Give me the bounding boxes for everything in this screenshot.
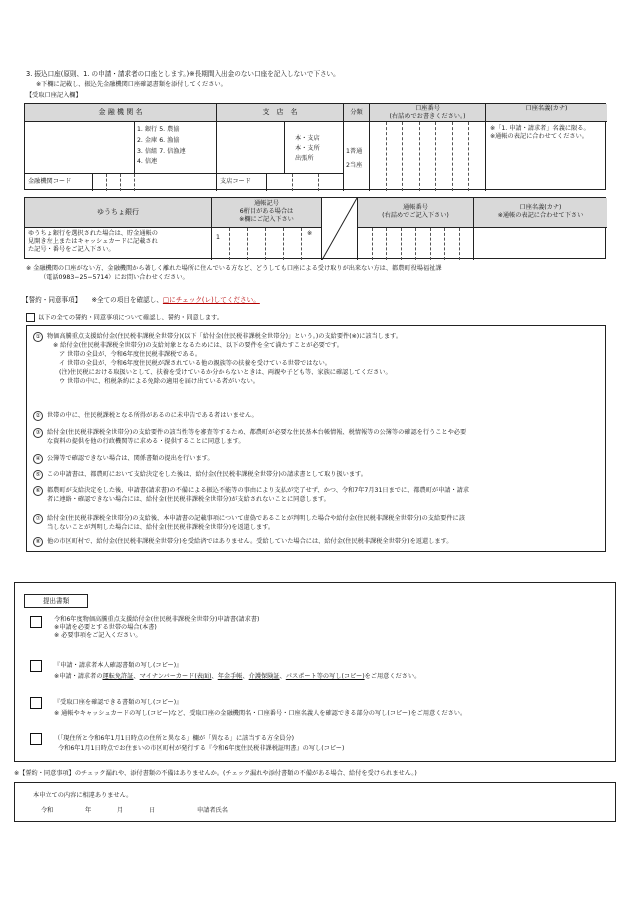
pledge-item-line: 給付金(住民税非課税全世帯分)の支給要件の該当性等を審査等するため、都農町が必要な住民基本台帳情報、税情報等の公簿等の確認を行うことや必要: [47, 429, 467, 436]
id-doc-separator: 、: [211, 672, 218, 680]
document-line: 『申請・請求者本人確認書類の写し(コピー)』: [54, 662, 183, 669]
pledge-header-note-red: □にチェック(レ)してください。: [162, 296, 260, 304]
document-item-bank-account: [54, 699, 466, 718]
id-doc-separator: 、: [279, 672, 286, 680]
pledge-item-number: ④: [33, 454, 43, 464]
document-line: ※ 通帳やキャッシュカードの写し(コピー)など、受取口座の金融機関名・口座番号・口座名義人を確認できる部分の写し(コピー)をご用意ください。: [54, 709, 467, 717]
account-number-digit[interactable]: [469, 122, 486, 191]
document-id-detail: [54, 673, 420, 681]
pledge-header: [22, 296, 260, 304]
yucho-number-header: [358, 198, 474, 228]
category-ordinary: 1普通: [346, 148, 363, 155]
pledge-item-line: ア 世帯の全員が、令和6年度住民税非課税である。: [59, 351, 202, 358]
yucho-number-header-label: 通帳番号: [403, 204, 428, 211]
bank-table: [24, 103, 606, 190]
branch-code-digit[interactable]: [267, 174, 293, 191]
signature-name-input[interactable]: [235, 803, 435, 815]
account-name-note-2: ※通帳の表記に合わせてください。: [490, 132, 588, 140]
bank-type-6: 6. 漁協: [159, 136, 180, 144]
document-line: 『受取口座を確認できる書類の写し(コピー)』: [54, 699, 183, 706]
id-doc-passport: パスポート等の写し(コピー): [285, 672, 365, 680]
bank-code-digit[interactable]: [107, 174, 121, 191]
yucho-symbol-digit[interactable]: [284, 228, 302, 260]
pledge-item-line: この申請書は、都農町において支給決定をした後は、給付金(住民税非課税全世帯分)の請求書として取り扱います。: [47, 471, 367, 478]
account-number-digit[interactable]: [403, 122, 420, 191]
account-number-header-sub: (右詰めでお書きください。): [389, 112, 466, 120]
branch-type-main: 本・支店: [295, 135, 320, 142]
account-name-note-1: ※「1. 申請・請求者」名義に限る。: [490, 125, 590, 132]
branch-type-sub: 本・支所: [295, 144, 320, 152]
bank-type-4: 4. 信連: [137, 158, 158, 166]
yucho-symbol-digit-6[interactable]: [302, 228, 322, 260]
diagonal-line: [322, 198, 358, 260]
yucho-symbol-digit[interactable]: [266, 228, 284, 260]
id-doc-mynumber-card: マイナンバーカード(表面): [139, 672, 212, 680]
bank-type-2: 2. 金庫: [137, 136, 158, 144]
pledge-item-line: 都農町が支給決定をした後、申請書(請求書)の不備による振込不能等の事由により支払が完了せず、かつ、令和7年7月31日までに、都農町が申請・請求: [47, 487, 470, 494]
id-doc-pension-book: 年金手帳: [217, 672, 243, 680]
branch-code-digit[interactable]: [293, 174, 319, 191]
document-item-application: [54, 616, 259, 639]
bank-type-options[interactable]: [135, 122, 217, 174]
yucho-name-header-sub: ※通帳の表記に合わせて下さい: [497, 211, 584, 219]
pledge-agree-row[interactable]: [26, 313, 223, 322]
account-number-digit[interactable]: [453, 122, 470, 191]
bank-type-1: 1. 銀行: [137, 126, 158, 133]
yucho-symbol-digit[interactable]: [212, 228, 230, 260]
account-name-header: 口座名義(カナ): [486, 104, 607, 122]
yucho-symbol-sub-2: ※欄にご記入下さい: [239, 215, 294, 223]
pledge-item-line: (注)住民税における取扱いとして、扶養を受けているか分からないときは、両親や子ども等、家族に確認してください。: [59, 369, 392, 376]
document-id-prefix: ※申請・請求者の: [54, 672, 103, 680]
pledge-item-number: ①: [33, 332, 43, 342]
document-line: ※ 必要事項をご記入ください。: [54, 631, 142, 639]
document-checkbox-id[interactable]: [30, 660, 42, 672]
pledge-item-line: な資料の提供を他の行政機関等に求める・提供することに同意します。: [47, 438, 245, 445]
branch-type-office: 出張所: [295, 154, 314, 162]
pledge-items: [33, 332, 603, 547]
account-number-digit[interactable]: [436, 122, 453, 191]
yucho-symbol-header-label: 通帳記号: [254, 200, 279, 207]
document-item-tax-certificate: [54, 735, 344, 753]
bank-type-5: 5. 農協: [159, 126, 180, 133]
branch-code-label: 支店コード: [217, 174, 267, 191]
pledge-item-line: 物価高騰重点支援給付金(住民税非課税全世帯分)(以下「給付金(住民税非課税全世帯分)」という。)の支給要件(※)に該当します。: [47, 333, 403, 340]
pledge-item-number: ③: [33, 428, 43, 438]
pledge-item-line: 当しないことが判明した場合には、給付金(住民税非課税全世帯分)を返還します。: [47, 524, 275, 531]
id-doc-suffix: をご用意ください。: [364, 672, 421, 680]
pledge-item-line: ウ 世帯の中に、租税条約による免除の適用を届け出ている者がいない。: [59, 378, 259, 385]
branch-code-digit[interactable]: [319, 174, 344, 191]
pledge-item-line: 者に連絡・確認できない場合には、給付金(住民税非課税全世帯分)が支給されないことに同意します。: [47, 496, 330, 503]
yucho-number-digit[interactable]: [460, 228, 475, 260]
document-checkbox-tax-certificate[interactable]: [30, 733, 42, 745]
pledge-item-number: ⑧: [33, 537, 43, 547]
yucho-number-digit[interactable]: [402, 228, 417, 260]
branch-type-options[interactable]: [285, 122, 344, 174]
yucho-symbol-digit[interactable]: [248, 228, 266, 260]
remote-note-line-2: （電話0983−25−5714）にお問い合わせください。: [40, 274, 189, 281]
document-checkbox-bank-account[interactable]: [30, 697, 42, 709]
yucho-number-digit[interactable]: [431, 228, 446, 260]
pledge-item-number: ⑦: [33, 514, 43, 524]
bank-code-digit[interactable]: [93, 174, 107, 191]
document-item-id: [54, 662, 420, 681]
document-line: （「現住所と令和6年1月1日時点の住所と異なる」欄が「異なる」に該当する方全員分): [54, 735, 295, 742]
document-line: 令和6年度物価高騰重点支援給付金(住民税非課税全世帯分)申請書(請求書): [54, 616, 260, 623]
yucho-symbol-sub-1: 6桁目がある場合は: [239, 207, 294, 215]
yucho-star-mark: ※: [307, 230, 313, 237]
yucho-divider: [322, 198, 358, 260]
bank-code-digit[interactable]: [135, 174, 217, 191]
pledge-header-title: 【誓約・同意事項】: [22, 296, 82, 304]
yucho-desc-line: ゆうちょ銀行を選択された場合は、貯金通帳の: [28, 230, 158, 237]
category-options[interactable]: [344, 122, 370, 191]
yucho-number-digit[interactable]: [358, 228, 373, 260]
yucho-name-header: [474, 198, 607, 228]
bank-type-7: 7. 信漁連: [159, 147, 186, 155]
final-check-note: ※【誓約・同意事項】のチェック漏れや、添付書類の不備はありませんか。(チェック漏れや添付書類の不備がある場合、給付を受けられません。): [14, 770, 417, 777]
yucho-number-digit[interactable]: [373, 228, 388, 260]
pledge-agree-label: 以下の全ての誓約・同意事項について確認し、誓約・同意します。: [38, 314, 224, 322]
yucho-name-input[interactable]: [474, 228, 607, 260]
document-checkbox-application[interactable]: [30, 616, 42, 628]
branch-header: 支 店 名: [217, 104, 344, 122]
bank-name-header: 金 融 機 関 名: [25, 104, 217, 122]
id-doc-care-insurance-card: 介護保険証: [248, 672, 280, 680]
yucho-symbol-first-digit: 1: [216, 234, 220, 241]
id-doc-separator: 、: [242, 672, 249, 680]
account-number-header-label: 口座番号: [415, 105, 440, 112]
yucho-number-digit[interactable]: [416, 228, 431, 260]
yucho-desc-line: 見開き左上またはキャッシュカードに記載され: [28, 237, 158, 245]
signature-statement: 本申立ての内容に相違ありません。: [33, 792, 133, 799]
remote-note-line-1: ※ 金融機関の口座がない方、金融機関から著しく離れた場所に住んでいる方など、どうしても口座による受け取りが出来ない方は、都農町役場福祉課: [26, 265, 442, 272]
pledge-item-line: 他の市区町村で、給付金(住民税非課税全世帯分)を受給済ではありません。受給していた場合には、給付金(住民税非課税全世帯分)を返還します。: [47, 538, 453, 545]
pledge-item-line: 世帯の中に、住民税課税となる所得があるのに未申告である者はいません。: [47, 412, 258, 419]
account-number-header: [370, 104, 486, 122]
account-number-digit[interactable]: [387, 122, 404, 191]
signature-month-label: 月: [117, 807, 124, 814]
pledge-item-line: ※ 給付金(住民税非課税全世帯分)の支給対象となるためには、以下の要件を全て満たすことが必要です。: [53, 342, 343, 349]
account-number-digit[interactable]: [420, 122, 437, 191]
pledge-item-line: 公簿等で確認できない場合は、関係書類の提出を行います。: [47, 455, 214, 462]
section3-note: ※下欄に記載し、振込先金融機関口座確認書類を添付してください。: [36, 81, 227, 88]
pledge-item-line: 給付金(住民税非課税全世帯分)の支給後、本申請書の記載事項について虚偽であることが判明した場合や給付金(住民税非課税全世帯分)の支給要件に該: [47, 515, 465, 522]
yucho-name-header-label: 口座名義(カナ): [519, 204, 562, 211]
yucho-number-header-sub: (右詰めでご記入下さい): [382, 211, 449, 219]
signature-name-label: 申請者氏名: [197, 807, 228, 814]
pledge-item-number: ⑥: [33, 486, 43, 496]
documents-title: 提出書類: [24, 594, 88, 608]
bank-name-input[interactable]: [25, 122, 135, 174]
pledge-header-note: ※全ての項目を確認し、: [91, 296, 163, 304]
bank-type-3: 3. 信組: [137, 147, 158, 155]
yucho-symbol-digit[interactable]: [230, 228, 248, 260]
account-name-input[interactable]: [486, 122, 607, 191]
signature-box: [14, 782, 616, 822]
pledge-item-number: ②: [33, 411, 43, 421]
signature-era: 令和: [41, 807, 54, 814]
pledge-item-line: イ 世帯の全員が、令和6年度住民税が課されている他の親族等の扶養を受けている世帯ではない。: [59, 360, 331, 367]
account-entry-label: 【受取口座記入欄】: [26, 92, 82, 99]
bank-code-digit[interactable]: [121, 174, 135, 191]
pledge-agree-checkbox[interactable]: [26, 313, 35, 322]
yucho-bank-label: ゆうちょ銀行: [25, 198, 212, 228]
yucho-symbol-header: [212, 198, 322, 228]
bank-code-label: 金融機関コード: [25, 174, 93, 191]
yucho-number-digit[interactable]: [387, 228, 402, 260]
document-line: ※申請を必要とする世帯の場合(本書): [54, 623, 157, 631]
category-current: 2当座: [346, 161, 363, 169]
signature-day-label: 日: [149, 807, 156, 814]
section3-title: 3. 振込口座(原則、1. の申請・請求者の口座とします。)※長期間入出金のない口座を記入しないで下さい。: [26, 70, 340, 78]
yucho-table: [24, 197, 606, 259]
account-number-digit[interactable]: [370, 122, 387, 191]
pledge-item-number: ⑤: [33, 470, 43, 480]
yucho-desc-line: た記号・番号をご記入下さい。: [28, 245, 115, 253]
yucho-description: [25, 228, 212, 260]
id-doc-separator: 、: [133, 672, 140, 680]
pledge-items-box: [26, 325, 606, 552]
signature-year-label: 年: [85, 807, 92, 814]
document-line: 令和6年1月1日時点でお住まいの市区町村が発行する『令和6年度住民税非課税証明書』の写し(コピー): [58, 744, 345, 752]
id-doc-drivers-license: 運転免許証: [102, 672, 134, 680]
category-header: 分類: [344, 104, 370, 122]
branch-name-input[interactable]: [217, 122, 285, 174]
yucho-number-digit[interactable]: [445, 228, 460, 260]
